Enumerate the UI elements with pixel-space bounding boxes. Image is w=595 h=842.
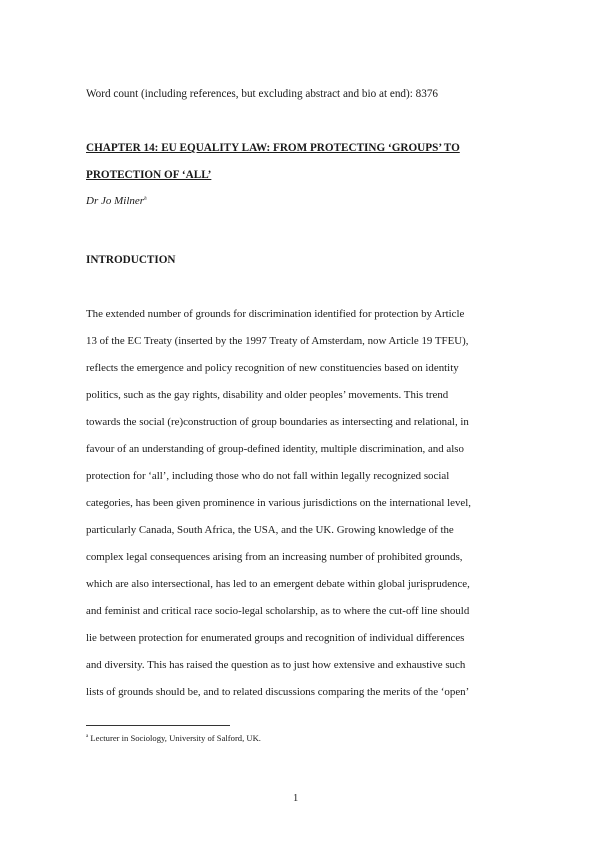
footnote <box>86 732 261 744</box>
body-line: and diversity. This has raised the question as to just how extensive and exhaustive such <box>86 659 466 671</box>
word-count-line: Word count (including references, but excluding abstract and bio at end): 8376 <box>86 88 439 100</box>
body-line: complex legal consequences arising from an increasing number of prohibited grounds, <box>86 551 463 563</box>
body-line: and feminist and critical race socio-legal scholarship, as to where the cut-off line should <box>86 605 470 617</box>
section-heading: INTRODUCTION <box>86 254 176 266</box>
chapter-title-line-1: CHAPTER 14: EU EQUALITY LAW: FROM PROTECTING ‘GROUPS’ TO <box>86 142 460 154</box>
body-line: categories, has been given prominence in various jurisdictions on the international level, <box>86 497 471 509</box>
author-footnote-marker: a <box>144 195 147 202</box>
footnote-text: Lecturer in Sociology, University of Salford, UK. <box>90 733 261 743</box>
body-line: reflects the emergence and policy recognition of new constituencies based on identity <box>86 362 459 374</box>
body-line: The extended number of grounds for discrimination identified for protection by Article <box>86 308 465 320</box>
body-line: politics, such as the gay rights, disability and older peoples’ movements. This trend <box>86 389 449 401</box>
body-line: 13 of the EC Treaty (inserted by the 1997 Treaty of Amsterdam, now Article 19 TFEU), <box>86 335 469 347</box>
footnote-separator <box>86 725 230 726</box>
author-name: Dr Jo Milner <box>86 195 145 207</box>
body-line: lists of grounds should be, and to related discussions comparing the merits of the ‘open’ <box>86 686 470 698</box>
footnote-marker: a <box>86 734 89 740</box>
page-number: 1 <box>293 793 299 804</box>
body-line: protection for ‘all’, including those who do not fall within legally recognized social <box>86 470 450 482</box>
body-line: particularly Canada, South Africa, the USA, and the UK. Growing knowledge of the <box>86 524 454 536</box>
body-line: lie between protection for enumerated groups and recognition of individual differences <box>86 632 465 644</box>
author-line <box>86 193 147 209</box>
chapter-title-line-2: PROTECTION OF ‘ALL’ <box>86 169 212 181</box>
body-line: favour of an understanding of group-defined identity, multiple discrimination, and also <box>86 443 464 455</box>
body-line: towards the social (re)construction of group boundaries as intersecting and relational, in <box>86 416 469 428</box>
body-line: which are also intersectional, has led to an emergent debate within global jurisprudence, <box>86 578 470 590</box>
